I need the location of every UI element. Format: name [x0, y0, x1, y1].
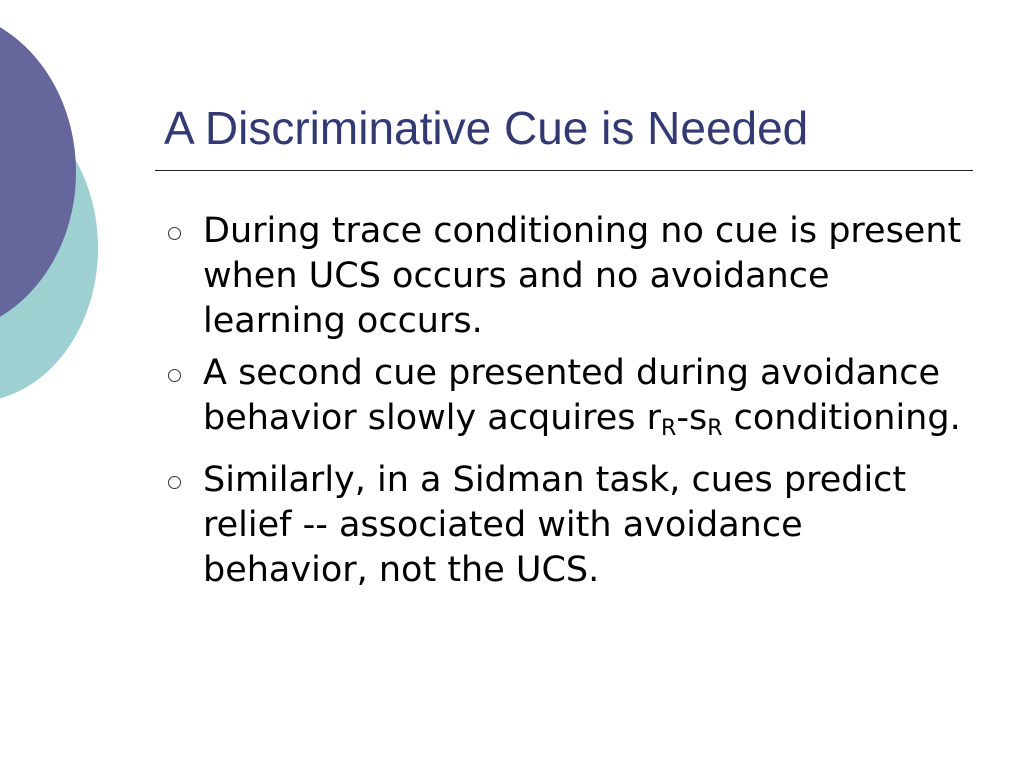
- bullet-text-part: A second cue presented during avoidance behavior slowly acquires r: [203, 353, 940, 438]
- bullet-text: [203, 353, 961, 441]
- bullet-list: [165, 209, 965, 600]
- bullet-text-part: conditioning.: [722, 398, 961, 438]
- bullet-text: During trace conditioning no cue is present when UCS occurs and no avoidance learning occurs.: [203, 211, 962, 341]
- bullet-item: [165, 458, 965, 593]
- hollow-circle-bullet-icon: [168, 227, 181, 240]
- hollow-circle-bullet-icon: [168, 369, 181, 382]
- title-divider: [155, 170, 973, 171]
- bullet-text-part: -s: [676, 398, 708, 438]
- bullet-item: [165, 209, 965, 344]
- bullet-text: Similarly, in a Sidman task, cues predict relief -- associated with avoidance behavior, not the UCS.: [203, 460, 907, 590]
- slide-title: A Discriminative Cue is Needed: [164, 102, 809, 154]
- subscript-r: R: [707, 416, 723, 441]
- subscript-r: R: [661, 416, 677, 441]
- bullet-item: [165, 351, 965, 451]
- hollow-circle-bullet-icon: [168, 476, 181, 489]
